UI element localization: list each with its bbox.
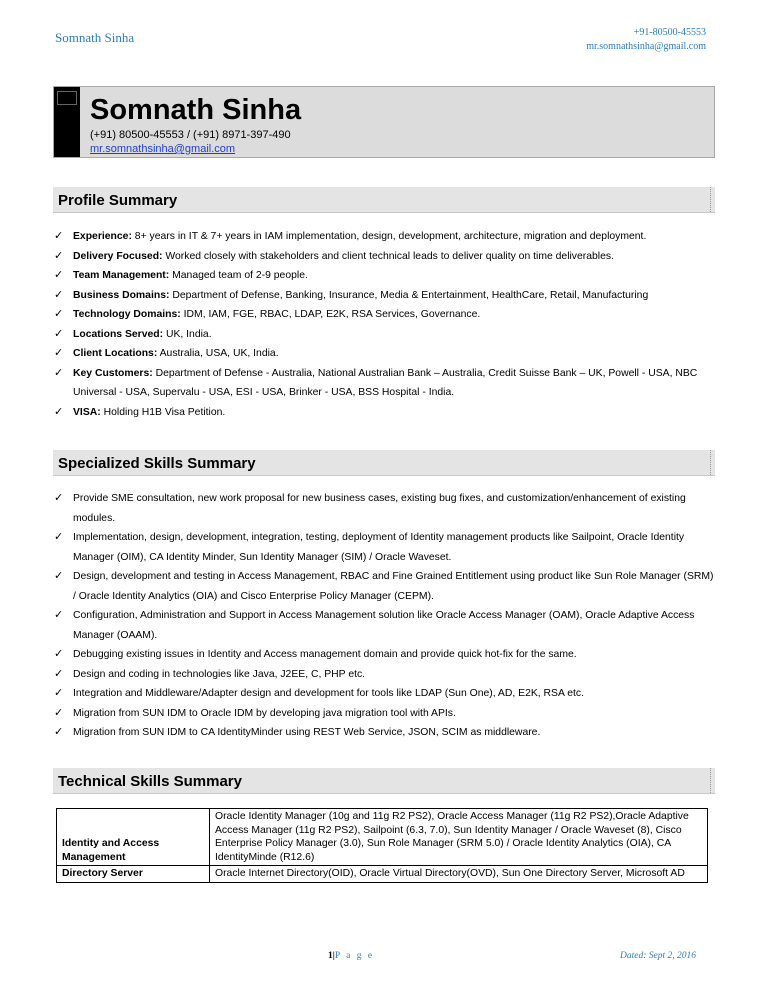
table-row — [57, 866, 708, 883]
skill-item-text: Design and coding in technologies like Java, J2EE, C, PHP etc. — [73, 668, 366, 680]
skill-category: Identity and Access Management — [57, 809, 210, 866]
skill-item-text: Implementation, design, development, integration, testing, deployment of Identity management products like Sailpoint, Oracle Identity Manager (OIM), CA Identity Minder, Sun Identity Manager (SIM) / Oracle Waveset. — [73, 532, 685, 563]
checkmark-icon: ✓ — [54, 288, 64, 301]
profile-item — [53, 227, 718, 247]
profile-item-label: Locations Served: — [73, 328, 164, 340]
profile-item-label: Experience: — [73, 231, 132, 242]
specialized-skills-list — [53, 489, 718, 743]
profile-item-text: Managed team of 2-9 people. — [169, 270, 308, 281]
skill-item — [53, 606, 718, 645]
checkmark-icon: ✓ — [54, 347, 64, 359]
skill-tools: Oracle Internet Directory(OID), Oracle Virtual Directory(OVD), Sun One Directory Server, Microsoft AD — [210, 866, 708, 883]
skill-item-text: Integration and Middleware/Adapter design and development for tools like LDAP (Sun One), AD, E2K, RSA etc. — [73, 688, 584, 699]
skill-item — [53, 645, 718, 665]
skill-item — [53, 723, 718, 743]
checkmark-icon: ✓ — [54, 648, 64, 660]
footer-date: Dated: Sept 2, 2016 — [620, 951, 696, 961]
profile-item — [53, 305, 718, 325]
checkmark-icon: ✓ — [54, 667, 64, 680]
section-title: Technical Skills Summary — [58, 773, 242, 790]
skill-item-text: Design, development and testing in Access Management, RBAC and Fine Grained Entitlement using product like Sun Role Manager (SRM) / Oracle Identity Analytics (OIA) and Cisco Enterprise Policy Manager (CEPM). — [73, 571, 714, 602]
profile-item-text: Worked closely with stakeholders and client technical leads to deliver quality on time deliverables. — [162, 250, 614, 262]
page-header-name: Somnath Sinha — [55, 30, 135, 45]
checkmark-icon: ✓ — [54, 269, 64, 281]
profile-item-label: Delivery Focused: — [73, 250, 163, 262]
profile-item — [53, 364, 718, 403]
profile-item — [53, 286, 718, 306]
section-title: Profile Summary — [58, 192, 178, 209]
title-accent-bar — [54, 87, 80, 157]
skill-category: Directory Server — [57, 866, 210, 883]
profile-summary-list — [53, 227, 718, 422]
skill-item-text: Migration from SUN IDM to CA IdentityMinder using REST Web Service, JSON, SCIM as middleware. — [73, 727, 541, 738]
skill-item-text: Provide SME consultation, new work proposal for new business cases, existing bug fixes, and customization/enhancement of existing modules. — [73, 493, 686, 524]
checkmark-icon: ✓ — [54, 249, 64, 262]
profile-item — [53, 266, 718, 286]
page-header-email[interactable]: mr.somnathsinha@gmail.com — [586, 41, 706, 52]
checkmark-icon: ✓ — [54, 570, 64, 582]
skill-item — [53, 528, 718, 567]
specialized-skills-header — [53, 450, 715, 476]
resume-name: Somnath Sinha — [90, 94, 302, 126]
checkmark-icon: ✓ — [54, 366, 64, 379]
section-header-edge — [710, 450, 715, 475]
checkmark-icon: ✓ — [54, 726, 64, 738]
checkmark-icon: ✓ — [54, 308, 64, 320]
footer-page-number: 1|P a g e — [328, 951, 375, 961]
page-header-phone: +91-80500-45553 — [633, 27, 706, 38]
profile-item-label: Business Domains: — [73, 289, 170, 301]
table-row — [57, 809, 708, 866]
profile-item-text: Holding H1B Visa Petition. — [100, 406, 226, 418]
skill-item — [53, 567, 718, 606]
profile-summary-header — [53, 187, 715, 213]
title-box — [53, 86, 715, 158]
checkmark-icon: ✓ — [54, 609, 64, 621]
checkmark-icon: ✓ — [54, 492, 64, 504]
checkmark-icon: ✓ — [54, 230, 64, 242]
skill-item — [53, 665, 718, 685]
section-title: Specialized Skills Summary — [58, 455, 256, 472]
skill-item — [53, 704, 718, 724]
page-header-contact — [586, 26, 706, 54]
profile-item-text: IDM, IAM, FGE, RBAC, LDAP, E2K, RSA Services, Governance. — [180, 309, 481, 320]
skill-item-text: Migration from SUN IDM to Oracle IDM by developing java migration tool with APIs. — [73, 707, 456, 719]
technical-skills-header — [53, 768, 715, 794]
profile-item — [53, 403, 718, 423]
skill-item-text: Debugging existing issues in Identity and Access management domain and provide quick hot-fix for the same. — [73, 649, 577, 660]
section-header-edge — [710, 768, 715, 793]
title-accent-notch — [57, 91, 77, 105]
profile-item-text: Department of Defense, Banking, Insurance, Media & Entertainment, HealthCare, Retail, Manufacturing — [169, 289, 649, 301]
profile-item-label: VISA: — [73, 406, 101, 418]
skill-tools: Oracle Identity Manager (10g and 11g R2 PS2), Oracle Access Manager (11g R2 PS2),Oracle Adaptive Access Manager (11g R2 PS2), Sailpoint (6.3, 7.0), Sun Identity Manager / Oracle Waveset (8), Cisco Enterprise Policy Manager (3.0), Sun Role Manager (SRM 5.0) / Oracle Identity Analytics (OIA), CA IdentityMinde (R12.6) — [210, 809, 708, 866]
resume-email-link[interactable]: mr.somnathsinha@gmail.com — [90, 143, 236, 155]
profile-item — [53, 325, 718, 345]
skill-item-text: Configuration, Administration and Support in Access Management solution like Oracle Access Manager (OAM), Oracle Adaptive Access Manager (OAAM). — [73, 610, 695, 641]
checkmark-icon: ✓ — [54, 531, 64, 543]
resume-phones: (+91) 80500-45553 / (+91) 8971-397-490 — [90, 129, 291, 141]
technical-skills-table — [56, 808, 708, 883]
profile-item-label: Technology Domains: — [73, 309, 181, 320]
checkmark-icon: ✓ — [54, 706, 64, 719]
checkmark-icon: ✓ — [54, 405, 64, 418]
profile-item-text: Australia, USA, UK, India. — [157, 348, 279, 359]
page-number: 1 — [328, 951, 333, 961]
profile-item — [53, 344, 718, 364]
profile-item-label: Client Locations: — [73, 348, 158, 359]
profile-item-text: UK, India. — [163, 328, 212, 340]
checkmark-icon: ✓ — [54, 687, 64, 699]
skill-item — [53, 684, 718, 704]
profile-item-label: Key Customers: — [73, 367, 153, 379]
section-header-edge — [710, 187, 715, 212]
profile-item-text: 8+ years in IT & 7+ years in IAM implementation, design, development, architecture, migration and deployment. — [131, 231, 647, 242]
profile-item — [53, 247, 718, 267]
profile-item-label: Team Management: — [73, 270, 170, 281]
skill-item — [53, 489, 718, 528]
page-word: P a g e — [334, 951, 375, 961]
profile-item-text: Department of Defense - Australia, National Australian Bank – Australia, Credit Suisse Bank – UK, Powell - USA, NBC Universal - USA, Supervalu - USA, ESI - USA, Brinker - USA, BSS Hospital - India. — [73, 367, 698, 398]
checkmark-icon: ✓ — [54, 327, 64, 340]
